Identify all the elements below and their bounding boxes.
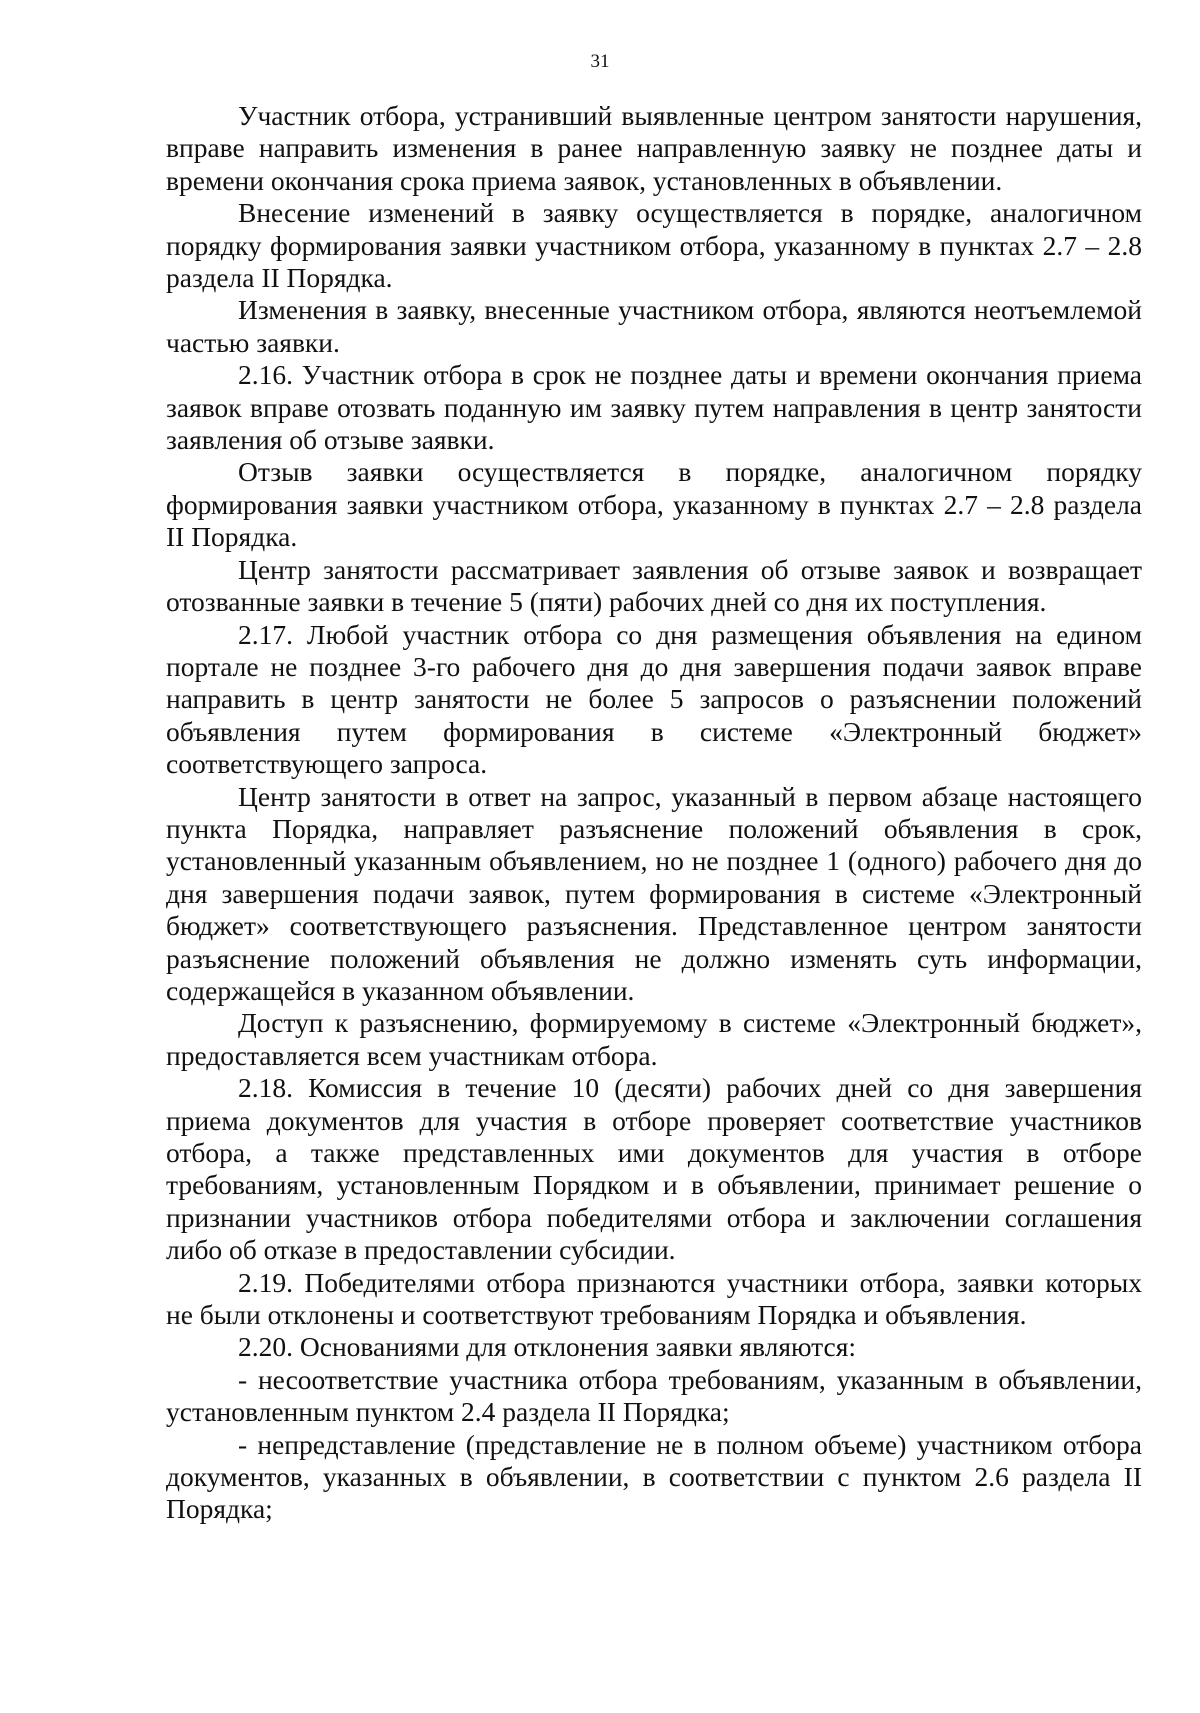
list-item-missing-documents: - непредставление (представление не в полном объеме) участником отбора документов, указанных в объявлении, в соответствии с пунктом 2.6 раздела II Порядка; <box>166 1428 1142 1525</box>
paragraph-withdrawal-review: Центр занятости рассматривает заявления об отзыве заявок и возвращает отозванные заявки в течение 5 (пяти) рабочих дней со дня их поступления. <box>166 553 1142 618</box>
paragraph-clarification-access: Доступ к разъяснению, формируемому в системе «Электронный бюджет», предоставляется всем участникам отбора. <box>166 1007 1142 1071</box>
paragraph-changes-integral: Изменения в заявку, внесенные участником отбора, являются неотъемлемой частью заявки. <box>166 294 1142 358</box>
paragraph-changes-procedure: Внесение изменений в заявку осуществляется в порядке, аналогичном порядку формирования заявки участником отбора, указанному в пунктах 2.7 – 2.8 раздела II Порядка. <box>166 197 1142 294</box>
document-body <box>166 100 1142 1526</box>
list-item-noncompliance: - несоответствие участника отбора требованиям, указанным в объявлении, установленным пунктом 2.4 раздела II Порядка; <box>166 1363 1142 1428</box>
paragraph-resubmission-right: Участник отбора, устранивший выявленные центром занятости нарушения, вправе направить изменения в ранее направленную заявку не позднее даты и времени окончания срока приема заявок, установленных в объявлении. <box>166 100 1142 196</box>
paragraph-2-17: 2.17. Любой участник отбора со дня размещения объявления на едином портале не позднее 3-го рабочего дня до дня завершения подачи заявок вправе направить в центр занятости не более 5 запросов о разъяснении положений объявления путем формирования в системе «Электронный бюджет» соответствующего запроса. <box>166 618 1142 780</box>
paragraph-withdrawal-procedure: Отзыв заявки осуществляется в порядке, аналогичном порядку формирования заявки участником отбора, указанному в пунктах 2.7 – 2.8 раздела II Порядка. <box>166 456 1142 553</box>
paragraph-2-16: 2.16. Участник отбора в срок не позднее даты и времени окончания приема заявок вправе отозвать поданную им заявку путем направления в центр занятости заявления об отзыве заявки. <box>166 359 1142 456</box>
page-number: 31 <box>590 51 610 72</box>
paragraph-2-19: 2.19. Победителями отбора признаются участники отбора, заявки которых не были отклонены и соответствуют требованиям Порядка и объявления. <box>166 1266 1142 1331</box>
paragraph-clarification-response: Центр занятости в ответ на запрос, указанный в первом абзаце настоящего пункта Порядка, направляет разъяснение положений объявления в срок, установленный указанным объявлением, но не позднее 1 (одного) рабочего дня до дня завершения подачи заявок, путем формирования в системе «Электронный бюджет» соответствующего разъяснения. Представленное центром занятости разъяснение положений объявления не должно изменять суть информации, содержащейся в указанном объявлении. <box>166 780 1142 1006</box>
paragraph-2-18: 2.18. Комиссия в течение 10 (десяти) рабочих дней со дня завершения приема документов для участия в отборе проверяет соответствие участников отбора, а также представленных ими документов для участия в отборе требованиям, установленным Порядком и в объявлении, принимает решение о признании участников отбора победителями отбора и заключении соглашения либо об отказе в предоставлении субсидии. <box>166 1072 1142 1266</box>
paragraph-2-20: 2.20. Основаниями для отклонения заявки являются: <box>238 1331 856 1363</box>
